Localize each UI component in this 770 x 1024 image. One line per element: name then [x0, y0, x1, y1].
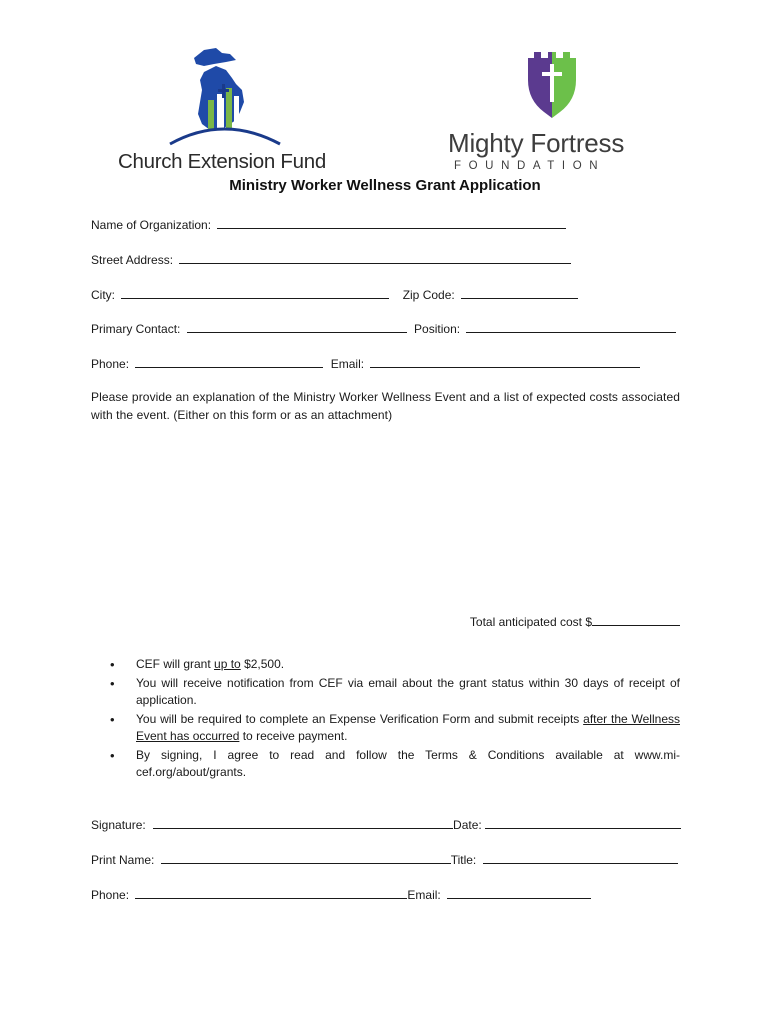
- signature-label: Signature:: [91, 818, 146, 832]
- phone-field[interactable]: [135, 355, 323, 368]
- bullet-text: By signing, I agree to read and follow the Terms & Conditions available at www.mi-cef.org/about/grants.: [136, 747, 680, 779]
- print-name-label: Print Name:: [91, 853, 155, 867]
- date-field[interactable]: [485, 816, 681, 829]
- michigan-church-icon: [164, 44, 286, 148]
- bullet-underline-text: after the Wellness Event has occurred: [136, 711, 680, 743]
- email-label: Email:: [330, 357, 365, 371]
- city-label: City:: [91, 288, 115, 302]
- signature-email-label: Email:: [407, 888, 441, 902]
- signature-phone-row: [91, 886, 591, 902]
- org-field[interactable]: [217, 216, 566, 229]
- page-title: Ministry Worker Wellness Grant Application: [229, 177, 541, 194]
- org-row: [91, 216, 566, 232]
- print-name-field[interactable]: [161, 851, 451, 864]
- terms-list: [110, 656, 680, 782]
- zip-field[interactable]: [461, 286, 578, 299]
- signature-email-field[interactable]: [447, 886, 591, 899]
- signature-phone-field[interactable]: [135, 886, 407, 899]
- contact-field[interactable]: [187, 320, 407, 333]
- org-label: Name of Organization:: [91, 218, 212, 232]
- total-cost-label: Total anticipated cost $: [469, 615, 592, 629]
- position-field[interactable]: [466, 320, 676, 333]
- email-field[interactable]: [370, 355, 640, 368]
- title-label: Title:: [450, 853, 477, 867]
- city-field[interactable]: [121, 286, 389, 299]
- city-zip-row: [91, 286, 578, 302]
- signature-row: [91, 816, 681, 832]
- mighty-fortress-logo: [448, 50, 660, 176]
- phone-email-row: [91, 355, 640, 371]
- cef-logo: [112, 44, 334, 176]
- bullet-text: You will receive notification from CEF via email about the grant status within 30 days of receipt of application.: [136, 675, 680, 707]
- signature-phone-label: Phone:: [91, 888, 130, 902]
- bullet-text: You will be required to complete an Expense Verification Form and submit receipts: [136, 711, 584, 726]
- bullet-text: $2,500.: [240, 657, 285, 671]
- zip-label: Zip Code:: [402, 288, 455, 302]
- street-label: Street Address:: [91, 253, 174, 267]
- position-label: Position:: [414, 322, 461, 336]
- bullet-text: CEF will grant: [136, 657, 215, 671]
- mighty-fortress-name: Mighty Fortress: [448, 128, 625, 158]
- bullet-text: to receive payment.: [239, 729, 348, 743]
- date-label: Date:: [453, 818, 482, 832]
- phone-label: Phone:: [91, 357, 130, 371]
- total-cost-field[interactable]: [592, 613, 680, 626]
- explanation-text: Please provide an explanation of the Ministry Worker Wellness Event and a list of expected costs associated with the event. (Either on this form or as an attachment): [91, 390, 680, 422]
- cef-logo-text: Church Extension Fund: [118, 150, 326, 173]
- street-row: [91, 251, 571, 267]
- total-cost-row: [470, 613, 680, 629]
- title-field[interactable]: [483, 851, 678, 864]
- signature-field[interactable]: [153, 816, 453, 829]
- list-item: [110, 747, 680, 782]
- contact-position-row: [91, 320, 676, 336]
- mighty-fortress-foundation: FOUNDATION: [454, 160, 606, 172]
- list-item: [110, 656, 680, 674]
- list-item: [110, 711, 680, 746]
- bullet-underline-text: up to: [214, 657, 241, 671]
- fortress-shield-icon: [526, 50, 578, 120]
- list-item: [110, 675, 680, 710]
- print-name-row: [91, 851, 678, 867]
- contact-label: Primary Contact:: [91, 322, 181, 336]
- street-field[interactable]: [179, 251, 571, 264]
